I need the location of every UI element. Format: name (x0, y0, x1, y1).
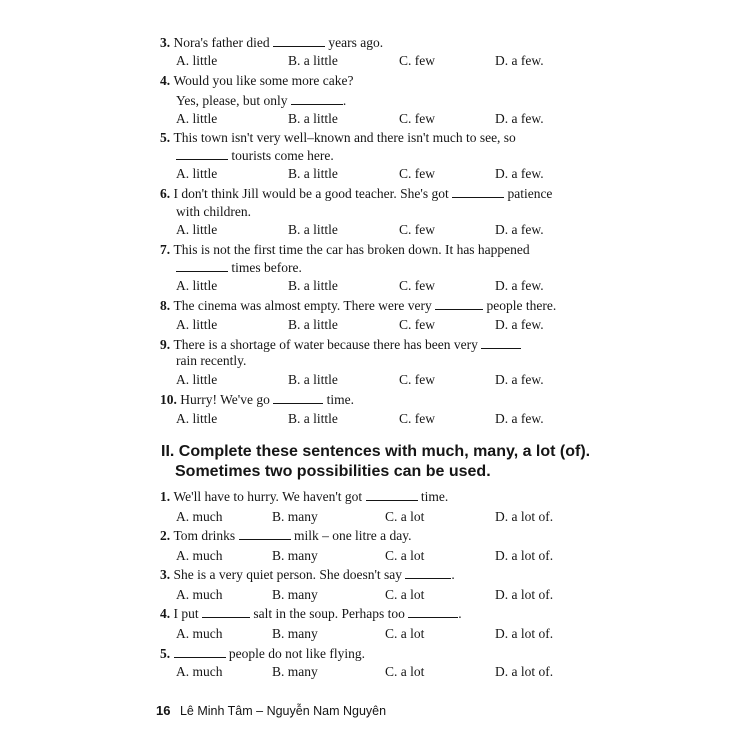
sentence-fragment: . (451, 567, 455, 582)
question-text (176, 352, 246, 370)
options-row (0, 410, 750, 428)
sentence-fragment: people do not like flying. (225, 646, 365, 661)
sentence-fragment: We'll have to hurry. We haven't got (173, 489, 366, 504)
sentence-fragment: I don't think Jill would be a good teacher. She's got (173, 186, 453, 201)
question-text (160, 566, 455, 584)
question-number: 10. (160, 392, 181, 407)
answer-blank[interactable] (405, 566, 451, 579)
question-line (0, 147, 750, 165)
question-text (160, 605, 462, 623)
answer-option[interactable]: B. a little (288, 372, 338, 387)
sentence-fragment: rain recently. (176, 353, 247, 368)
options-row (0, 547, 750, 565)
answer-blank[interactable] (273, 34, 325, 47)
answer-option[interactable]: B. a little (288, 53, 338, 68)
question-number: 3. (160, 35, 174, 50)
section-heading-line-2: Sometimes two possibilities can be used. (175, 463, 491, 480)
options-row (0, 508, 750, 526)
question-line (0, 645, 750, 663)
footer-authors: Lê Minh Tâm – Nguyễn Nam Nguyên (179, 704, 387, 718)
question-text (176, 203, 251, 221)
answer-option[interactable]: C. few (399, 222, 435, 237)
question-text (160, 391, 354, 409)
answer-option[interactable]: D. a few. (495, 278, 544, 293)
options-row (0, 277, 750, 295)
question-text (160, 488, 448, 506)
answer-option[interactable]: B. many (272, 664, 318, 679)
sentence-fragment: The cinema was almost empty. There were very (173, 298, 436, 313)
answer-option[interactable]: D. a few. (495, 166, 544, 181)
sentence-fragment: Would you like some more cake? (173, 73, 354, 88)
sentence-fragment: salt in the soup. Perhaps too (250, 606, 409, 621)
sentence-fragment: milk – one litre a day. (290, 528, 412, 543)
sentence-fragment: Tom drinks (173, 528, 239, 543)
answer-option[interactable]: A. much (176, 664, 223, 679)
answer-option[interactable]: A. much (176, 626, 223, 641)
question-text (176, 259, 302, 277)
answer-blank[interactable] (291, 92, 343, 105)
answer-blank[interactable] (273, 391, 323, 404)
sentence-fragment: This is not the first time the car has broken down. It has happened (173, 242, 530, 257)
question-line (0, 241, 750, 259)
answer-option[interactable]: C. a lot (385, 509, 425, 524)
question-number: 4. (160, 73, 174, 88)
question-number: 5. (160, 646, 174, 661)
answer-option[interactable]: B. many (272, 509, 318, 524)
question-line (0, 488, 750, 506)
answer-option[interactable]: D. a lot of. (495, 548, 554, 563)
question-text (176, 147, 334, 165)
answer-option[interactable]: D. a few. (495, 222, 544, 237)
question-number: 7. (160, 242, 174, 257)
question-line (0, 391, 750, 409)
answer-option[interactable]: B. a little (288, 111, 338, 126)
sentence-fragment: with children. (176, 204, 251, 219)
answer-option[interactable]: C. few (399, 411, 435, 426)
answer-option[interactable]: D. a few. (495, 53, 544, 68)
answer-option[interactable]: A. little (176, 111, 218, 126)
answer-option[interactable]: B. many (272, 587, 318, 602)
answer-blank[interactable] (481, 336, 521, 349)
sentence-fragment: time. (417, 489, 449, 504)
question-line (0, 566, 750, 584)
answer-option[interactable]: D. a lot of. (495, 509, 554, 524)
options-row (0, 663, 750, 681)
answer-option[interactable]: B. a little (288, 317, 338, 332)
question-text (160, 645, 365, 663)
answer-blank[interactable] (176, 147, 228, 160)
question-text (160, 34, 383, 52)
answer-blank[interactable] (366, 488, 418, 501)
answer-option[interactable]: B. a little (288, 278, 338, 293)
question-number: 5. (160, 130, 174, 145)
answer-option[interactable]: A. little (176, 411, 218, 426)
answer-option[interactable]: A. little (176, 317, 218, 332)
answer-option[interactable]: C. a lot (385, 587, 425, 602)
answer-option[interactable]: D. a lot of. (495, 587, 554, 602)
sentence-fragment: people there. (483, 298, 557, 313)
question-line (0, 352, 750, 370)
sentence-fragment: time. (323, 392, 354, 407)
answer-option[interactable]: D. a lot of. (495, 664, 554, 679)
answer-blank[interactable] (435, 297, 483, 310)
answer-option[interactable]: C. few (399, 317, 435, 332)
sentence-fragment: times before. (228, 260, 302, 275)
page-number: 16 (156, 703, 171, 718)
answer-option[interactable]: D. a few. (495, 411, 544, 426)
answer-option[interactable]: B. a little (288, 222, 338, 237)
question-line (0, 92, 750, 110)
question-line (0, 72, 750, 90)
sentence-fragment: . (342, 93, 347, 108)
answer-option[interactable]: B. many (272, 626, 318, 641)
answer-blank[interactable] (408, 605, 458, 618)
answer-blank[interactable] (202, 605, 250, 618)
answer-option[interactable]: A. little (176, 222, 218, 237)
answer-option[interactable]: A. little (176, 166, 218, 181)
options-row (0, 221, 750, 239)
answer-option[interactable]: B. many (272, 548, 318, 563)
answer-option[interactable]: B. a little (288, 166, 338, 181)
sentence-fragment: This town isn't very well–known and there isn't much to see, so (173, 130, 516, 145)
options-row (0, 586, 750, 604)
question-text (160, 129, 516, 147)
options-row (0, 316, 750, 334)
question-number: 2. (160, 528, 174, 543)
question-number: 6. (160, 186, 174, 201)
question-text (160, 241, 530, 259)
answer-option[interactable]: D. a few. (495, 372, 544, 387)
question-number: 8. (160, 298, 174, 313)
question-line (0, 527, 750, 545)
question-text (176, 92, 346, 110)
answer-option[interactable]: C. few (399, 53, 435, 68)
answer-option[interactable]: A. much (176, 548, 223, 563)
sentence-fragment: She is a very quiet person. She doesn't say (173, 567, 406, 582)
answer-option[interactable]: C. few (399, 166, 435, 181)
answer-blank[interactable] (176, 259, 228, 272)
question-text (160, 72, 353, 90)
question-line (0, 259, 750, 277)
answer-option[interactable]: C. a lot (385, 548, 425, 563)
answer-option[interactable]: C. few (399, 278, 435, 293)
answer-option[interactable]: B. a little (288, 411, 338, 426)
page-footer (156, 703, 386, 718)
section-heading-line-1: II. Complete these sentences with much, many, a lot (of). (161, 443, 591, 460)
question-number: 4. (160, 606, 174, 621)
options-row (0, 371, 750, 389)
question-number: 3. (160, 567, 174, 582)
answer-option[interactable]: C. few (399, 111, 435, 126)
sentence-fragment: patience (504, 186, 553, 201)
question-number: 9. (160, 337, 174, 352)
question-line (0, 297, 750, 315)
answer-option[interactable]: A. much (176, 509, 223, 524)
question-text (160, 297, 556, 315)
sentence-fragment: There is a shortage of water because there has been very (173, 337, 482, 352)
answer-option[interactable]: C. a lot (385, 626, 425, 641)
answer-option[interactable]: A. little (176, 278, 218, 293)
sentence-fragment: Yes, please, but only (176, 93, 291, 108)
options-row (0, 52, 750, 70)
answer-option[interactable]: A. little (176, 372, 218, 387)
sentence-fragment: I put (173, 606, 202, 621)
question-line (0, 185, 750, 203)
options-row (0, 110, 750, 128)
answer-option[interactable]: C. a lot (385, 664, 425, 679)
question-line (0, 129, 750, 147)
question-number: 1. (160, 489, 174, 504)
answer-blank[interactable] (239, 527, 291, 540)
question-line (0, 605, 750, 623)
sentence-fragment: . (458, 606, 462, 621)
answer-blank[interactable] (174, 645, 226, 658)
options-row (0, 625, 750, 643)
question-text (160, 527, 412, 545)
question-line (0, 203, 750, 221)
answer-option[interactable]: A. much (176, 587, 223, 602)
answer-blank[interactable] (452, 185, 504, 198)
answer-option[interactable]: C. few (399, 372, 435, 387)
sentence-fragment: tourists come here. (228, 148, 334, 163)
answer-option[interactable]: D. a few. (495, 111, 544, 126)
options-row (0, 165, 750, 183)
sentence-fragment: Hurry! We've go (180, 392, 274, 407)
question-text (160, 185, 552, 203)
answer-option[interactable]: D. a few. (495, 317, 544, 332)
sentence-fragment: years ago. (325, 35, 384, 50)
question-line (0, 34, 750, 52)
answer-option[interactable]: D. a lot of. (495, 626, 554, 641)
sentence-fragment: Nora's father died (173, 35, 274, 50)
answer-option[interactable]: A. little (176, 53, 218, 68)
